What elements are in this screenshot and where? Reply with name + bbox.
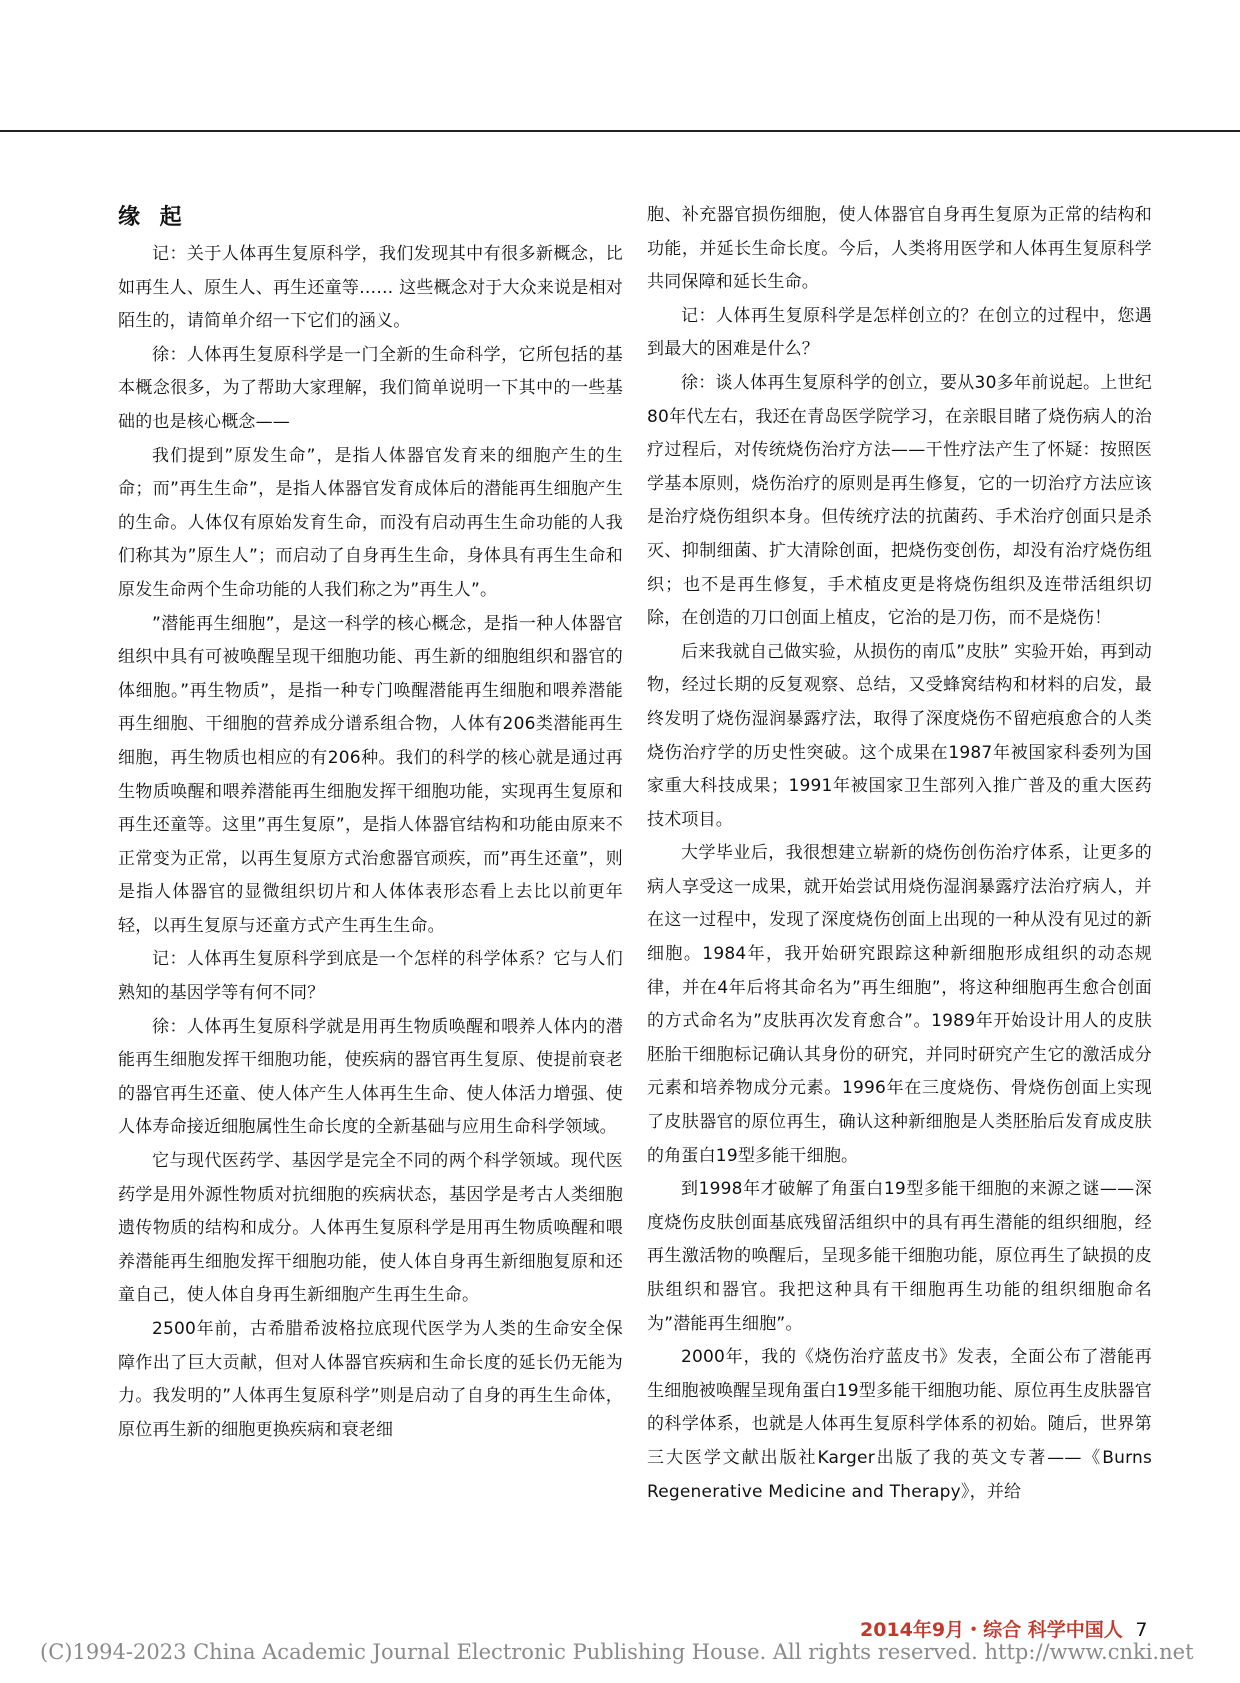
paragraph: 我们提到”原发生命”，是指人体器官发育来的细胞产生的生命；而”再生生命”，是指人体器官发育成体后的潜能再生细胞产生的生命。人体仅有原始发育生命，而没有启动再生生命功能的人我们称其为”原生人”；而启动了自身再生生命，身体具有再生生命和原发生命两个生命功能的人我们称之为”再生人”。 (118, 445, 623, 600)
section-heading: 缘 起 (118, 205, 188, 230)
paragraph: 大学毕业后，我很想建立崭新的烧伤创伤治疗体系，让更多的病人享受这一成果，就开始尝试用烧伤湿润暴露疗法治疗病人，并在这一过程中，发现了深度烧伤创面上出现的一种从没有见过的新细胞。1984年，我开始研究跟踪这种新细胞形成组织的动态规律，并在4年后将其命名为”再生细胞”，将这种细胞再生愈合创面的方式命名为”皮肤再次发育愈合”。1989年开始设计用人的皮肤胚胎干细胞标记确认其身份的研究，并同时研究产生它的激活成分元素和培养物成分元素。1996年在三度烧伤、骨烧伤创面上实现了皮肤器官的原位再生，确认这种新细胞是人类胚胎后发育成皮肤的角蛋白19型多能干细胞。 (647, 843, 1152, 1166)
paragraph: 记：人体再生复原科学是怎样创立的？在创立的过程中，您遇到最大的困难是什么？ (647, 305, 1152, 360)
left-column (118, 200, 623, 1447)
paragraph: 记：人体再生复原科学到底是一个怎样的科学体系？它与人们熟知的基因学等有何不同？ (118, 949, 623, 1004)
paragraph: 记：关于人体再生复原科学，我们发现其中有很多新概念，比如再生人、原生人、再生还童等…… 这些概念对于大众来说是相对陌生的，请简单介绍一下它们的涵义。 (118, 244, 623, 332)
paragraph: 它与现代医药学、基因学是完全不同的两个科学领域。现代医药学是用外源性物质对抗细胞的疾病状态，基因学是考古人类细胞遗传物质的结构和成分。人体再生复原科学是用再生物质唤醒和喂养潜能再生细胞发挥干细胞功能，使人体自身再生新细胞复原和还童自己，使人体自身再生新细胞产生再生生命。 (118, 1151, 623, 1306)
paragraph: 2000年，我的《烧伤治疗蓝皮书》发表，全面公布了潜能再生细胞被唤醒呈现角蛋白19型多能干细胞功能、原位再生皮肤器官的科学体系，也就是人体再生复原科学体系的初始。随后，世界第三大医学文献出版社Karger出版了我的英文专著——《Burns Regenerative Medicine and Therapy》，并给 (647, 1347, 1152, 1502)
paragraph: 徐：人体再生复原科学就是用再生物质唤醒和喂养人体内的潜能再生细胞发挥干细胞功能，使疾病的器官再生复原、使提前衰老的器官再生还童、使人体产生人体再生生命、使人体活力增强、使人体寿命接近细胞属性生命长度的全新基础与应用生命科学领域。 (118, 1016, 623, 1138)
issue-label: 2014年9月・综合 (860, 1619, 1022, 1641)
paragraph: 后来我就自己做实验，从损伤的南瓜”皮肤” 实验开始，再到动物，经过长期的反复观察、总结，又受蜂窝结构和材料的启发，最终发明了烧伤湿润暴露疗法，取得了深度烧伤不留疤痕愈合的人类烧伤治疗学的历史性突破。这个成果在1987年被国家科委列为国家重大科技成果；1991年被国家卫生部列入推广普及的重大医药技术项目。 (647, 641, 1152, 830)
magazine-name: 科学中国人 (1027, 1619, 1123, 1641)
paragraph: 到1998年才破解了角蛋白19型多能干细胞的来源之谜——深度烧伤皮肤创面基底残留活组织中的具有再生潜能的组织细胞，经再生激活物的唤醒后，呈现多能干细胞功能，原位再生了缺损的皮肤组织和器官。我把这种具有干细胞再生功能的组织细胞命名为”潜能再生细胞”。 (647, 1179, 1152, 1334)
paragraph: 徐：谈人体再生复原科学的创立，要从30多年前说起。上世纪80年代左右，我还在青岛医学院学习，在亲眼目睹了烧伤病人的治疗过程后，对传统烧伤治疗方法——干性疗法产生了怀疑：按照医学基本原则，烧伤治疗的原则是再生修复，它的一切治疗方法应该是治疗烧伤组织本身。但传统疗法的抗菌药、手术治疗创面只是杀灭、抑制细菌、扩大清除创面，把烧伤变创伤，却没有治疗烧伤组织；也不是再生修复，手术植皮更是将烧伤组织及连带活组织切除，在创造的刀口创面上植皮，它治的是刀伤，而不是烧伤！ (647, 372, 1152, 629)
paragraph-continuation: 胞、补充器官损伤细胞，使人体器官自身再生复原为正常的结构和功能，并延长生命长度。今后，人类将用医学和人体再生复原科学共同保障和延长生命。 (647, 205, 1152, 293)
copyright-watermark: (C)1994-2023 China Academic Journal Electronic Publishing House. All rights reserved. http://www.cnki.net (40, 1640, 1194, 1664)
paragraph: 徐：人体再生复原科学是一门全新的生命科学，它所包括的基本概念很多，为了帮助大家理解，我们简单说明一下其中的一些基础的也是核心概念—— (118, 344, 623, 432)
paragraph: ”潜能再生细胞”，是这一科学的核心概念，是指一种人体器官组织中具有可被唤醒呈现干细胞功能、再生新的细胞组织和器官的体细胞。”再生物质”，是指一种专门唤醒潜能再生细胞和喂养潜能再生细胞、干细胞的营养成分谱系组合物，人体有206类潜能再生细胞，再生物质也相应的有206种。我们的科学的核心就是通过再生物质唤醒和喂养潜能再生细胞发挥干细胞功能，实现再生复原和再生还童等。这里”再生复原”，是指人体器官结构和功能由原来不正常变为正常，以再生复原方式治愈器官顽疾，而”再生还童”，则是指人体器官的显微组织切片和人体体表形态看上去比以前更年轻，以再生复原与还童方式产生再生生命。 (118, 613, 623, 936)
right-column (647, 199, 1152, 1509)
paragraph: 2500年前，古希腊希波格拉底现代医学为人类的生命安全保障作出了巨大贡献，但对人体器官疾病和生命长度的延长仍无能为力。我发明的”人体再生复原科学”则是启动了自身的再生生命体，原位再生新的细胞更换疾病和衰老细 (118, 1319, 623, 1440)
page-number: 7 (1135, 1619, 1148, 1641)
top-rule (0, 130, 1240, 132)
page-footer (860, 1615, 1147, 1642)
